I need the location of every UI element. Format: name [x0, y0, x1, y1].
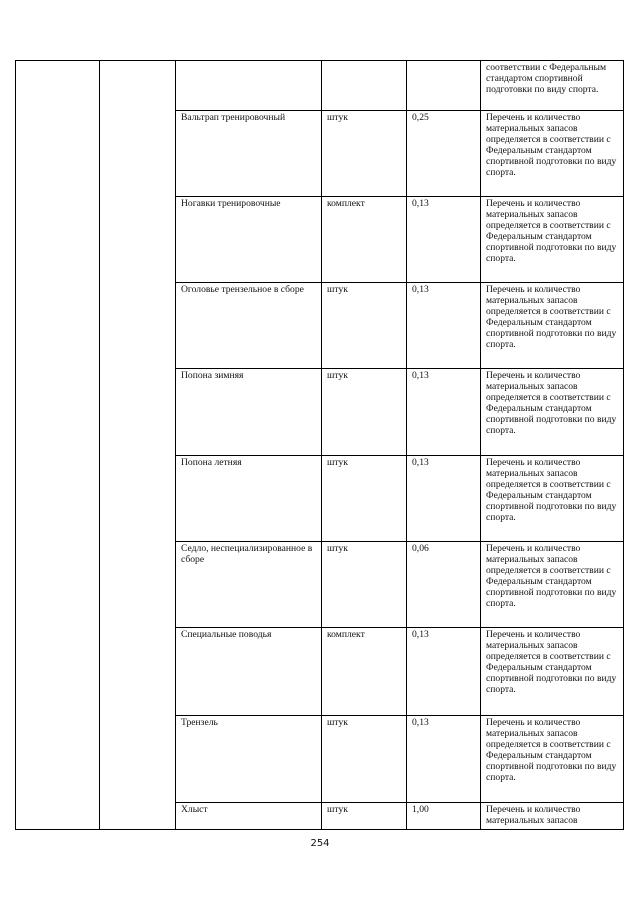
cell-note: Перечень и количество материальных запасов определяется в соответствии с Федеральным стандартом спортивной подготовки по виду спорта.: [481, 111, 624, 197]
cell-note: Перечень и количество материальных запасов определяется в соответствии с Федеральным стандартом спортивной подготовки по виду спорта.: [481, 716, 624, 803]
cell-unit: комплект: [322, 628, 407, 716]
cell-unit: штук: [322, 283, 407, 369]
cell-qty: [407, 61, 481, 111]
cell-qty: 0,13: [407, 369, 481, 456]
cell-note: Перечень и количество материальных запасов определяется в соответствии с Федеральным стандартом спортивной подготовки по виду спорта.: [481, 283, 624, 369]
cell-qty: 0,13: [407, 283, 481, 369]
merged-cell-col1: [16, 61, 100, 830]
cell-name: Попона летняя: [176, 456, 322, 542]
cell-note: Перечень и количество материальных запасов определяется в соответствии с Федеральным стандартом спортивной подготовки по виду спорта.: [481, 628, 624, 716]
cell-unit: штук: [322, 111, 407, 197]
cell-qty: 0,25: [407, 111, 481, 197]
cell-name: Седло, неспециализированное в сборе: [176, 542, 322, 628]
cell-note: Перечень и количество материальных запасов определяется в соответствии с Федеральным стандартом спортивной подготовки по виду спорта.: [481, 456, 624, 542]
equipment-table: [15, 60, 624, 830]
cell-name: Специальные поводья: [176, 628, 322, 716]
cell-qty: 0,06: [407, 542, 481, 628]
cell-unit: [322, 61, 407, 111]
cell-name: Вальтрап тренировочный: [176, 111, 322, 197]
cell-note: Перечень и количество материальных запасов определяется в соответствии с Федеральным стандартом спортивной подготовки по виду спорта.: [481, 197, 624, 283]
cell-unit: штук: [322, 456, 407, 542]
cell-unit: штук: [322, 716, 407, 803]
cell-note: Перечень и количество материальных запасов: [481, 803, 624, 830]
cell-unit: штук: [322, 369, 407, 456]
cell-name: Хлыст: [176, 803, 322, 830]
cell-unit: штук: [322, 542, 407, 628]
cell-unit: комплект: [322, 197, 407, 283]
cell-note: Перечень и количество материальных запасов определяется в соответствии с Федеральным стандартом спортивной подготовки по виду спорта.: [481, 369, 624, 456]
cell-unit: штук: [322, 803, 407, 830]
cell-note: Перечень и количество материальных запасов определяется в соответствии с Федеральным стандартом спортивной подготовки по виду спорта.: [481, 542, 624, 628]
page-number: 254: [310, 838, 330, 849]
cell-qty: 0,13: [407, 716, 481, 803]
merged-cell-col2: [100, 61, 176, 830]
cell-name: Попона зимняя: [176, 369, 322, 456]
cell-name: Ногавки тренировочные: [176, 197, 322, 283]
cell-name: Трензель: [176, 716, 322, 803]
cell-name: Оголовье трензельное в сборе: [176, 283, 322, 369]
table-row: [16, 61, 624, 111]
cell-qty: 0,13: [407, 628, 481, 716]
cell-note: соответствии с Федеральным стандартом спортивной подготовки по виду спорта.: [481, 61, 624, 111]
cell-qty: 0,13: [407, 456, 481, 542]
cell-qty: 0,13: [407, 197, 481, 283]
cell-qty: 1,00: [407, 803, 481, 830]
cell-name: [176, 61, 322, 111]
